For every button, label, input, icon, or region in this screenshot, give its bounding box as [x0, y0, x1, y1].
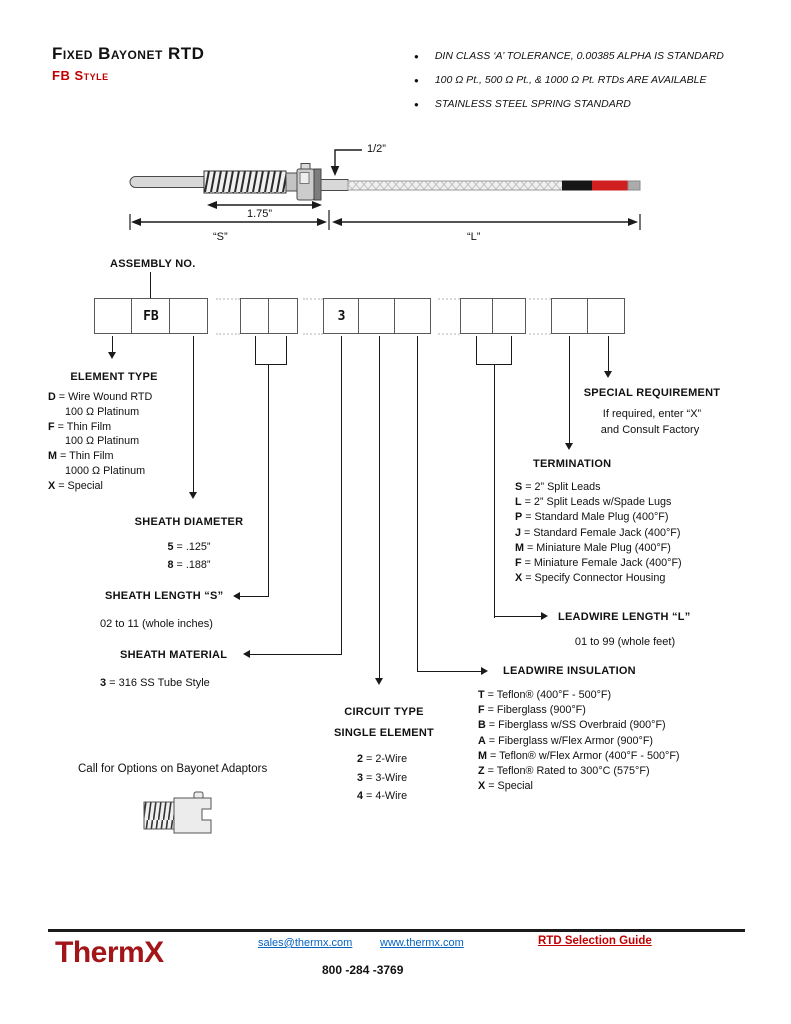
connector-circuit-type	[379, 336, 380, 678]
adaptor-threads	[144, 802, 174, 829]
assembly-box-group	[460, 298, 526, 334]
leadwire-end	[628, 181, 640, 190]
bullet-text: 100 Ω Pt., 500 Ω Pt., & 1000 Ω Pt. RTDs ARE AVAILABLE	[434, 74, 707, 86]
element-type-detail: 100 Ω Platinum	[65, 405, 140, 418]
sheath-diameter-option: 8 = .188”	[167, 559, 211, 571]
dim-spring-label: 1.75”	[247, 208, 273, 220]
assembly-cell	[587, 298, 625, 334]
sheath-material-option: 3 = 316 SS Tube Style	[100, 677, 210, 689]
bullet-icon: ●	[414, 100, 419, 109]
sheath-length-note: 02 to 11 (whole inches)	[100, 618, 213, 630]
brand-logo: ThermX	[55, 936, 164, 969]
connector-special-requirement	[608, 336, 609, 371]
connector-line	[150, 272, 151, 298]
website-link[interactable]: www.thermx.com	[380, 937, 464, 949]
connector-leadwire-insulation	[417, 671, 481, 672]
termination-title: TERMINATION	[533, 458, 612, 470]
arrowhead-down-icon	[331, 166, 340, 176]
assembly-cell	[358, 298, 395, 334]
assembly-box-group	[323, 298, 431, 334]
circuit-type-option: 3 = 3-Wire	[357, 771, 408, 784]
dim-half-inch-label: 1/2”	[367, 143, 386, 155]
adaptor-body	[174, 798, 211, 833]
dotted-separator	[303, 333, 323, 335]
element-type-option: M = Thin Film	[48, 450, 114, 463]
arrowhead-right-icon	[312, 201, 322, 209]
page-title: Fixed Bayonet RTD	[52, 44, 205, 63]
sheath-diameter-list	[168, 538, 211, 574]
element-type-option: X = Special	[48, 479, 103, 492]
leadwire-length-note: 01 to 99 (whole feet)	[574, 636, 676, 648]
leadwire-insulation-option: F = Fiberglass (900°F)	[478, 704, 586, 717]
bullet-icon: ●	[414, 76, 419, 85]
assembly-cell	[169, 298, 208, 334]
termination-option: F = Miniature Female Jack (400°F)	[515, 557, 682, 570]
leadwire-insulation-option: A = Fiberglass w/Flex Armor (900°F)	[478, 734, 654, 747]
element-type-detail: 1000 Ω Platinum	[65, 464, 146, 477]
arrowhead-left-icon	[131, 218, 141, 226]
spring	[204, 171, 286, 193]
assembly-box-group	[240, 298, 298, 334]
connector-line	[255, 336, 256, 364]
connector-element-type	[112, 336, 113, 352]
connector-termination	[569, 336, 570, 443]
connector-sheath-length	[240, 596, 269, 597]
arrowhead-left-icon	[207, 201, 217, 209]
assembly-no-label: ASSEMBLY NO.	[110, 258, 196, 270]
arrowhead-right-icon	[317, 218, 327, 226]
leadwire-insulation-option: T = Teflon® (400°F - 500°F)	[478, 689, 612, 701]
spring-ferrule	[286, 173, 297, 191]
leadwire-length-title: LEADWIRE LENGTH “L”	[558, 611, 691, 623]
assembly-cell	[394, 298, 431, 334]
bullet-item	[414, 50, 784, 63]
element-type-title: ELEMENT TYPE	[70, 371, 158, 383]
circuit-type-subtitle: SINGLE ELEMENT	[333, 727, 435, 739]
connector-line	[476, 336, 477, 364]
leadwire-red-band	[592, 181, 628, 191]
special-requirement-note: and Consult Factory	[600, 424, 700, 436]
dotted-separator	[438, 298, 460, 300]
termination-option: J = Standard Female Jack (400°F)	[515, 526, 681, 539]
sheath-diameter-title: SHEATH DIAMETER	[134, 516, 244, 528]
bullet-text: DIN CLASS ‘A’ TOLERANCE, 0.00385 ALPHA IS STANDARD	[434, 50, 724, 62]
arrowhead-left-icon	[332, 218, 342, 226]
connector-line	[341, 336, 342, 655]
feature-bullets	[414, 50, 784, 122]
probe-diagram	[110, 140, 655, 250]
dim-l-label: “L”	[467, 231, 481, 243]
connector-line	[255, 364, 287, 365]
sheath-length-title: SHEATH LENGTH “S”	[105, 590, 224, 602]
assembly-cell: 3	[323, 298, 360, 334]
connector-line	[286, 336, 287, 364]
bullet-item	[414, 98, 784, 111]
page-subtitle: FB Style	[52, 68, 109, 83]
bullet-item	[414, 74, 784, 87]
circuit-type-list	[357, 750, 407, 806]
connector-leadwire-length	[494, 616, 541, 617]
special-requirement-title: SPECIAL REQUIREMENT	[583, 387, 721, 399]
email-link[interactable]: sales@thermx.com	[258, 937, 353, 949]
element-type-list	[48, 390, 152, 494]
assembly-cell: FB	[131, 298, 170, 334]
connector-line	[417, 336, 418, 672]
fitting-detail	[300, 173, 309, 184]
rtd-selection-guide-link[interactable]: RTD Selection Guide	[538, 935, 652, 947]
termination-option: X = Specify Connector Housing	[515, 572, 666, 585]
phone-number: 800 -284 -3769	[322, 963, 404, 977]
assembly-cell	[460, 298, 494, 334]
bayonet-adaptor-diagram	[138, 790, 220, 840]
arrowhead-right-icon	[628, 218, 638, 226]
connector-line	[511, 336, 512, 364]
dotted-separator	[216, 298, 240, 300]
leadwire-insulation-list	[478, 688, 680, 794]
circuit-type-title: CIRCUIT TYPE	[344, 706, 424, 718]
element-type-option: D = Wire Wound RTD	[48, 391, 153, 403]
sheath-diameter-option: 5 = .125”	[167, 541, 211, 553]
assembly-box-group	[551, 298, 625, 334]
assembly-cell	[240, 298, 270, 334]
termination-option: P = Standard Male Plug (400°F)	[515, 511, 669, 524]
bullet-icon: ●	[414, 52, 419, 61]
leadwire-insulation-option: B = Fiberglass w/SS Overbraid (900°F)	[478, 719, 666, 732]
assembly-cell	[551, 298, 589, 334]
termination-option: S = 2” Split Leads	[515, 481, 601, 493]
leadwire-insulation-option: M = Teflon® w/Flex Armor (400°F - 500°F)	[478, 749, 680, 762]
bullet-text: STAINLESS STEEL SPRING STANDARD	[434, 98, 631, 110]
leadwire-black-band	[562, 181, 592, 191]
termination-list	[515, 480, 682, 586]
connector-line	[494, 364, 495, 618]
fitting-ring	[314, 169, 321, 200]
dotted-separator	[216, 333, 240, 335]
dotted-separator	[303, 298, 323, 300]
assembly-box-group	[94, 298, 208, 334]
special-requirement-note: If required, enter “X”	[602, 408, 702, 420]
half-inch-leader	[335, 150, 362, 170]
element-type-detail: 100 Ω Platinum	[65, 435, 140, 448]
sheath-material-title: SHEATH MATERIAL	[120, 649, 228, 661]
element-type-option: F = Thin Film	[48, 420, 112, 433]
connector-sheath-material	[250, 654, 342, 655]
transition-stub	[321, 180, 348, 191]
leadwire-insulation-option: X = Special	[478, 780, 533, 793]
dotted-separator	[529, 298, 551, 300]
dotted-separator	[529, 333, 551, 335]
circuit-type-option: 4 = 4-Wire	[357, 790, 408, 802]
termination-option: M = Miniature Male Plug (400°F)	[515, 541, 671, 554]
circuit-type-option: 2 = 2-Wire	[357, 753, 408, 765]
connector-line	[268, 364, 269, 597]
assembly-cell	[492, 298, 526, 334]
connector-sheath-diameter	[193, 336, 194, 492]
leadwire-insulation-title: LEADWIRE INSULATION	[503, 665, 636, 677]
dotted-separator	[438, 333, 460, 335]
leadwire-insulation-option: Z = Teflon® Rated to 300°C (575°F)	[478, 765, 650, 778]
footer-rule	[48, 929, 745, 932]
adaptor-note: Call for Options on Bayonet Adaptors	[78, 763, 268, 775]
assembly-cell	[268, 298, 298, 334]
dim-s-label: “S”	[213, 231, 228, 243]
termination-option: L = 2” Split Leads w/Spade Lugs	[515, 496, 672, 509]
assembly-cell	[94, 298, 133, 334]
